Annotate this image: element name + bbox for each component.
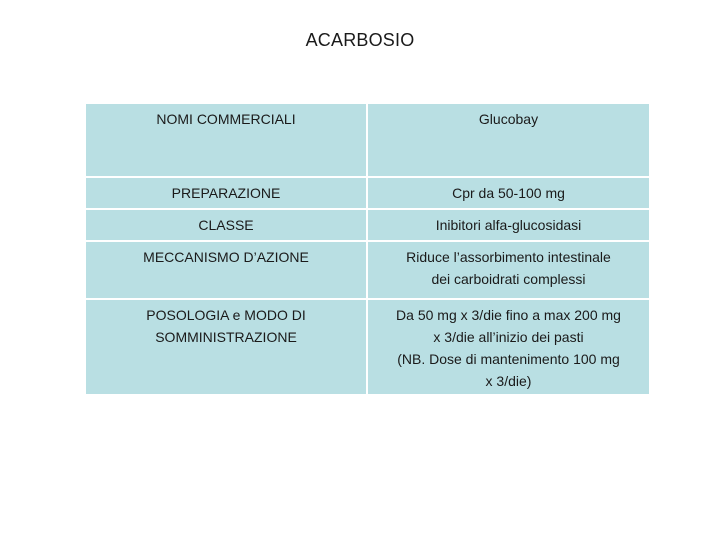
table-row — [85, 103, 650, 177]
row-value-mechanism: Riduce l’assorbimento intestinale dei carboidrati complessi — [367, 241, 650, 299]
row-value-commercial-names: Glucobay — [367, 103, 650, 177]
table-row — [85, 299, 650, 395]
row-label-preparation: PREPARAZIONE — [85, 177, 367, 209]
row-label-dosage: POSOLOGIA e MODO DI SOMMINISTRAZIONE — [85, 299, 367, 395]
page-title: ACARBOSIO — [305, 30, 415, 50]
row-value-dosage: Da 50 mg x 3/die fino a max 200 mg x 3/die all’inizio dei pasti (NB. Dose di mantenimento 100 mg x 3/die) — [367, 299, 650, 395]
row-label-mechanism: MECCANISMO D’AZIONE — [85, 241, 367, 299]
row-label-class: CLASSE — [85, 209, 367, 241]
row-value-class: Inibitori alfa-glucosidasi — [367, 209, 650, 241]
table-row — [85, 177, 650, 209]
table-row — [85, 209, 650, 241]
drug-info-table — [84, 102, 651, 396]
row-label-commercial-names: NOMI COMMERCIALI — [85, 103, 367, 177]
table-row — [85, 241, 650, 299]
row-value-preparation: Cpr da 50-100 mg — [367, 177, 650, 209]
